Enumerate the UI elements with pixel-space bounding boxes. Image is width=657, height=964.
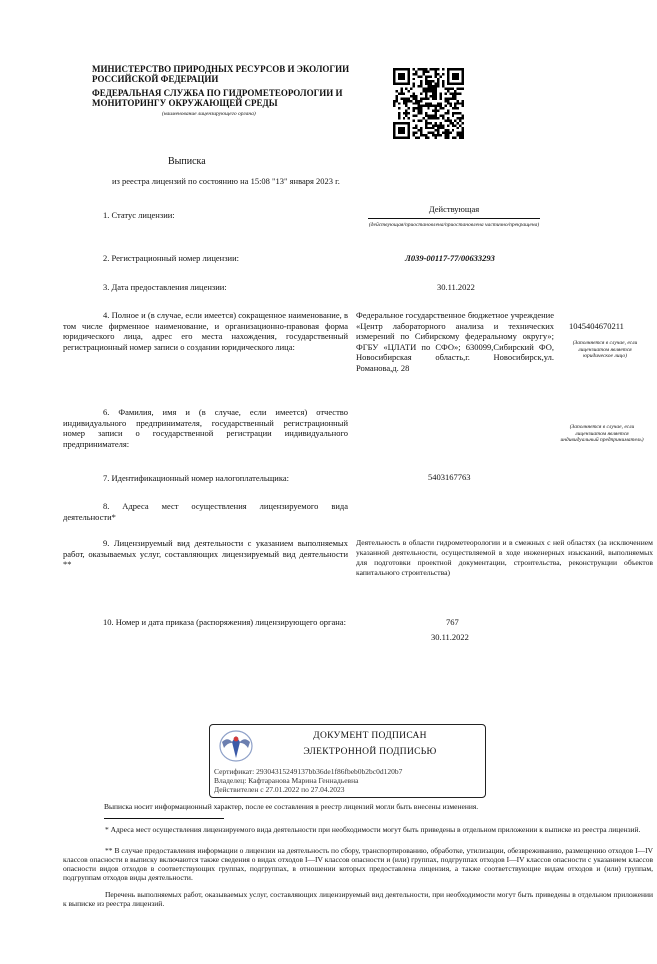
ip-label: 6. Фамилия, имя и (в случае, если имеется) отчество индивидуального предпринимателя, государственный регистрационный номер записи о государственной регистрации индивидуального предпринимателя: — [63, 407, 348, 449]
ogrn-value: 1045404670211 — [569, 321, 624, 331]
date-label: 3. Дата предоставления лицензии: — [103, 282, 227, 292]
legal-value: Федеральное государственное бюджетное учреждение «Центр лабораторного анализа и технических измерений по Сибирскому федеральному округу»; ФГБУ «ЦЛАТИ по СФО»; 630099,Сибирский ФО, Новосибирская область,г. Новосибирск,ул. Романова,д. 28 — [356, 310, 554, 373]
date-value: 30.11.2022 — [437, 282, 475, 292]
info-notice: Выписка носит информационный характер, после ее составления в реестр лицензий могли быть внесены изменения. — [104, 802, 479, 811]
qr-code-icon — [393, 68, 464, 139]
activity-label: 9. Лицензируемый вид деятельности с указанием выполняемых работ, оказываемых услуг, составляющих лицензируемый вид деятельности ** — [63, 538, 348, 569]
status-note: (действующая/приостановлена/приостановлена частично/прекращена) — [368, 222, 540, 228]
legal-label: 4. Полное и (в случае, если имеется) сокращенное наименование, в том числе фирменное наименование, и организационно-правовая форма юридического лица, адрес его места нахождения, государственный регистрационный номер записи о создании юридического лица: — [63, 310, 348, 352]
footnote-divider — [104, 818, 224, 819]
order-label: 10. Номер и дата приказа (распоряжения) лицензирующего органа: — [103, 617, 346, 627]
inn-label: 7. Идентификационный номер налогоплательщика: — [103, 473, 289, 483]
stamp-certificate: Сертификат: 29304315249137bb36de1f86fbeb0b2bc0d120b7 — [214, 767, 403, 776]
inn-value: 5403167763 — [428, 472, 471, 482]
address-label: 8. Адреса мест осуществления лицензируемого вида деятельности* — [63, 501, 348, 522]
ip-note: (Заполняется в случае, если лицензиатом является индивидуальный предприниматель) — [560, 424, 644, 443]
footnote-2: ** В случае предоставления информации о лицензии на деятельность по сбору, транспортированию, обработке, утилизации, обезвреживанию, размещению отходов I—IV классов опасности в выписку включаются также сведения о видах отходов I—IV классов опасности и (или) группах, подгруппах отходов I—IV классов опасности с указанием классов опасности видов отходов в соответствующих группах, подгруппах, в отношении которых предоставлена лицензия, а также соответствующие видам отходов и (или) группам, подгруппам отходов виды деятельности. — [63, 846, 653, 882]
stamp-owner: Владелец: Кафтаранова Марина Геннадьевна — [214, 776, 359, 785]
footnote-3: Перечень выполняемых работ, оказываемых услуг, составляющих лицензируемый вид деятельности, при необходимости могут быть приведены в отдельном приложении к выписке из реестра лицензий. — [63, 890, 653, 908]
emblem-icon — [216, 728, 256, 764]
regnum-value: Л039-00117-77/00633293 — [405, 253, 495, 263]
licensing-authority — [92, 64, 372, 108]
stamp-validity: Действителен с 27.01.2022 по 27.04.2023 — [214, 785, 345, 794]
activity-value: Деятельность в области гидрометеорологии и в смежных с ней областях (за исключением указанной деятельности, осуществляемой в ходе инженерных изысканий, выполняемых для подготовки проектной документации, строительства, реконструкции объектов капитального строительства) — [356, 538, 653, 577]
legal-note: (Заполняется в случае, если лицензиатом является юридическое лицо) — [572, 340, 638, 359]
stamp-line-2: ЭЛЕКТРОННОЙ ПОДПИСЬЮ — [303, 747, 437, 757]
document-title: Выписка — [168, 156, 206, 167]
order-number: 767 — [446, 617, 459, 627]
status-label: 1. Статус лицензии: — [103, 210, 175, 220]
ministry-name: МИНИСТЕРСТВО ПРИРОДНЫХ РЕСУРСОВ И ЭКОЛОГИИ РОССИЙСКОЙ ФЕДЕРАЦИИ — [92, 64, 350, 84]
status-value: Действующая — [368, 204, 540, 219]
document-subtitle: из реестра лицензий по состоянию на 15:08 "13" января 2023 г. — [112, 176, 340, 186]
authority-note: (наименование лицензирующего органа) — [162, 111, 256, 117]
footnote-1: * Адреса мест осуществления лицензируемого вида деятельности при необходимости могут быть приведены в отдельном приложении к выписке из реестра лицензий. — [105, 825, 641, 834]
order-date: 30.11.2022 — [431, 632, 469, 642]
regnum-label: 2. Регистрационный номер лицензии: — [103, 253, 240, 263]
service-name: ФЕДЕРАЛЬНАЯ СЛУЖБА ПО ГИДРОМЕТЕОРОЛОГИИ И МОНИТОРИНГУ ОКРУЖАЮЩЕЙ СРЕДЫ — [92, 88, 343, 108]
e-signature-stamp — [209, 724, 486, 798]
stamp-line-1: ДОКУМЕНТ ПОДПИСАН — [313, 731, 427, 741]
